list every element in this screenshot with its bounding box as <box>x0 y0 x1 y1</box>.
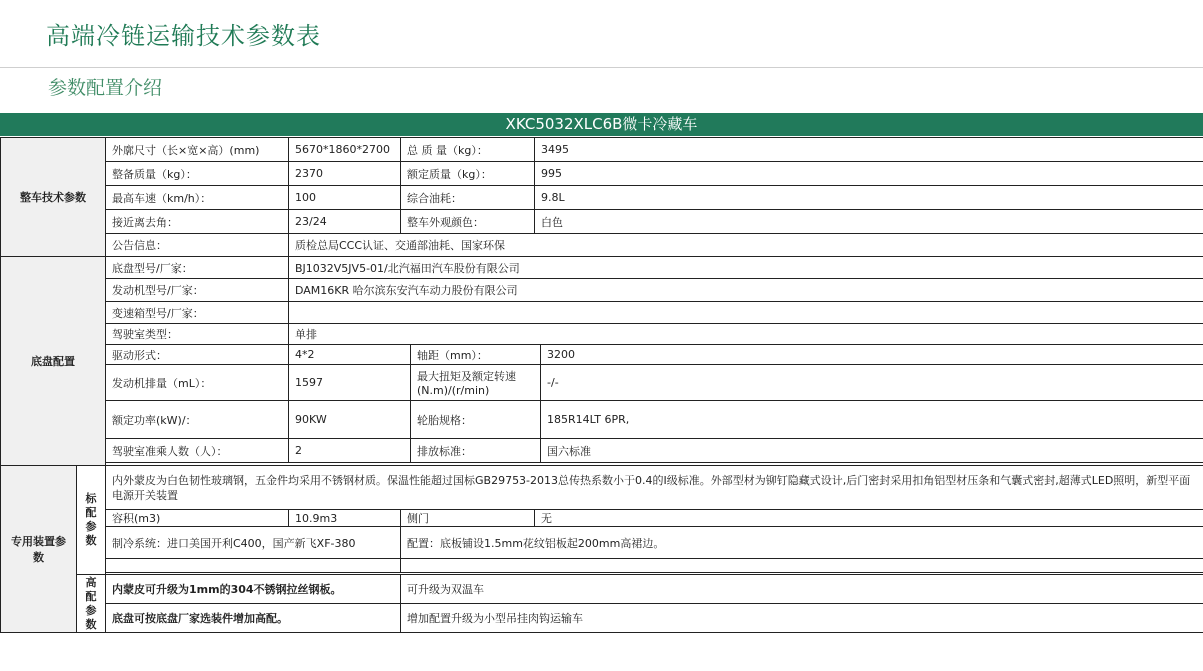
empty-cell <box>401 559 1203 573</box>
cab-type-value: 单排 <box>289 324 1203 345</box>
high-config-item-2-right: 增加配置升级为小型吊挂肉钩运输车 <box>401 604 1203 633</box>
subsection-standard <box>77 466 106 575</box>
curb-mass-value: 2370 <box>289 162 401 186</box>
spec-table <box>0 137 1203 633</box>
table-row <box>1 162 1203 186</box>
table-row <box>1 186 1203 210</box>
gross-mass-value: 3495 <box>535 138 1203 162</box>
body-color-label: 整车外观颜色： <box>401 210 535 234</box>
table-row <box>1 210 1203 234</box>
dims-value: 5670*1860*2700 <box>289 138 401 162</box>
torque-label: 最大扭矩及额定转速(N.m)/(r/min) <box>411 365 541 401</box>
gross-mass-label: 总 质 量（kg）： <box>401 138 535 162</box>
volume-value: 10.9m3 <box>289 510 401 527</box>
table-row <box>1 559 1203 573</box>
high-config-item-2: 底盘可按底盘厂家选装件增加高配。 <box>106 604 401 633</box>
refrigeration-system: 制冷系统：进口美国开利C400，国产新飞XF-380 <box>106 527 401 559</box>
section-special: 专用装置参数 <box>1 466 77 633</box>
fuel-consumption-value: 9.8L <box>535 186 1203 210</box>
approach-angle-label: 接近离去角： <box>106 210 289 234</box>
page-title: 高端冷链运输技术参数表 <box>46 22 321 50</box>
displacement-value: 1597 <box>289 365 411 401</box>
rated-mass-label: 额定质量（kg）： <box>401 162 535 186</box>
seats-value: 2 <box>289 439 411 463</box>
table-row <box>1 401 1203 439</box>
notice-label: 公告信息： <box>106 234 289 257</box>
drive-form-label: 驱动形式： <box>106 345 289 365</box>
table-row <box>1 510 1203 527</box>
title-divider <box>0 67 1203 68</box>
engine-model-label: 发动机型号/厂家： <box>106 279 289 302</box>
standard-description: 内外蒙皮为白色韧性玻璃钢，五金件均采用不锈钢材质。保温性能超过国标GB29753-2013总传热系数小于0.4的I级标准。外部型材为铆钉隐藏式设计,后门密封采用扣角铝型材压条和气囊式密封,超薄式LED照明，新型平面电源开关装置 <box>106 466 1203 510</box>
section-vehicle-tech: 整车技术参数 <box>1 138 106 257</box>
cab-type-label: 驾驶室类型： <box>106 324 289 345</box>
approach-angle-value: 23/24 <box>289 210 401 234</box>
tire-spec-label: 轮胎规格： <box>411 401 541 439</box>
high-config-item-1-right: 可升级为双温车 <box>401 575 1203 604</box>
tire-spec-value: 185R14LT 6PR, <box>541 401 1203 439</box>
chassis-model-value: BJ1032V5JV5-01/北汽福田汽车股份有限公司 <box>289 257 1203 279</box>
wheelbase-value: 3200 <box>541 345 1203 365</box>
volume-label: 容积(m3) <box>106 510 289 527</box>
table-row <box>1 527 1203 559</box>
empty-cell <box>106 559 401 573</box>
table-row <box>1 302 1203 324</box>
fuel-consumption-label: 综合油耗： <box>401 186 535 210</box>
subsection-high <box>77 575 106 633</box>
table-row <box>1 365 1203 401</box>
section-chassis: 底盘配置 <box>1 257 106 466</box>
body-color-value: 白色 <box>535 210 1203 234</box>
torque-value: -/- <box>541 365 1203 401</box>
max-speed-label: 最高车速（km/h）： <box>106 186 289 210</box>
wheelbase-label: 轴距（mm）： <box>411 345 541 365</box>
table-row <box>1 279 1203 302</box>
seats-label: 驾驶室准乘人数（人）： <box>106 439 289 463</box>
table-row <box>1 234 1203 257</box>
rated-power-value: 90KW <box>289 401 411 439</box>
gearbox-model-value <box>289 302 1203 324</box>
chassis-model-label: 底盘型号/厂家： <box>106 257 289 279</box>
vehicle-model-banner: XKC5032XLC6B微卡冷藏车 <box>0 113 1203 136</box>
table-row <box>1 138 1203 162</box>
rated-power-label: 额定功率(kW)/： <box>106 401 289 439</box>
notice-value: 质检总局CCC认证、交通部油耗、国家环保 <box>289 234 1203 257</box>
side-door-value: 无 <box>535 510 1203 527</box>
table-row <box>1 466 1203 510</box>
curb-mass-label: 整备质量（kg）： <box>106 162 289 186</box>
emission-label: 排放标准： <box>411 439 541 463</box>
table-row <box>1 345 1203 365</box>
displacement-label: 发动机排量（mL）： <box>106 365 289 401</box>
table-row <box>1 439 1203 463</box>
high-config-item-1: 内蒙皮可升级为1mm的304不锈钢拉丝钢板。 <box>106 575 401 604</box>
table-row <box>1 257 1203 279</box>
side-door-label: 侧门 <box>401 510 535 527</box>
rated-mass-value: 995 <box>535 162 1203 186</box>
table-row <box>1 575 1203 604</box>
emission-value: 国六标准 <box>541 439 1203 463</box>
table-row <box>1 604 1203 633</box>
subsection-high-label: 高 配 参 数 <box>85 575 97 631</box>
subsection-standard-label: 标 配 参 数 <box>85 492 97 547</box>
engine-model-value: DAM16KR 哈尔滨东安汽车动力股份有限公司 <box>289 279 1203 302</box>
gearbox-model-label: 变速箱型号/厂家： <box>106 302 289 324</box>
section-subtitle: 参数配置介绍 <box>48 77 163 99</box>
max-speed-value: 100 <box>289 186 401 210</box>
table-row <box>1 324 1203 345</box>
floor-config: 配置：底板铺设1.5mm花纹铝板起200mm高裙边。 <box>401 527 1203 559</box>
drive-form-value: 4*2 <box>289 345 411 365</box>
dims-label: 外廓尺寸（长×宽×高）(mm) <box>106 138 289 162</box>
